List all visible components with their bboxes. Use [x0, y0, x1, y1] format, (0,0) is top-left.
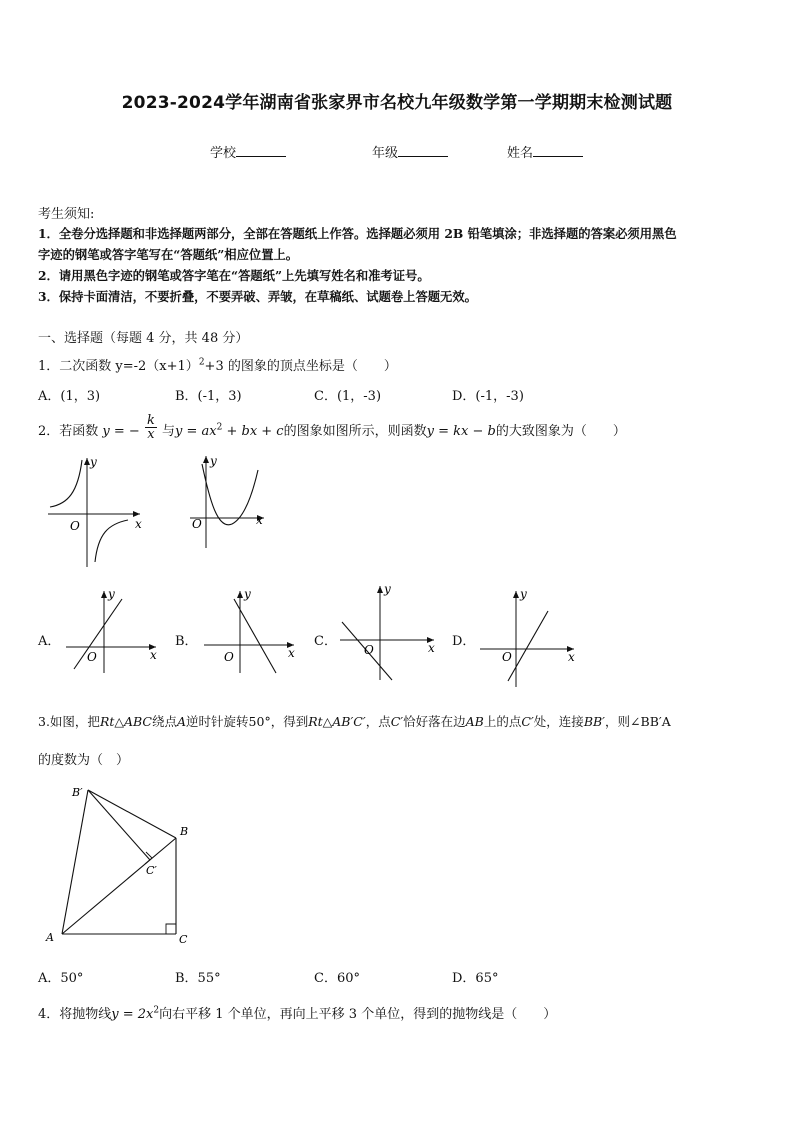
q1-stem	[38, 355, 397, 374]
notice-item1-line1: 1．全卷分选择题和非选择题两部分，全部在答题纸上作答。选择题必须用 2B 铅笔填涂；非选择题的答案必须用黑色	[38, 226, 677, 241]
q3-t6: 上的点	[483, 714, 522, 729]
q2-graph1-branch-right	[95, 520, 128, 562]
q2-option-d[interactable]: D．	[452, 634, 476, 649]
q3-t4: ，点	[365, 714, 391, 729]
q3-tri2: Rt△AB′C′	[308, 714, 366, 729]
grade-blank[interactable]	[398, 144, 448, 157]
q2-fraction	[145, 414, 157, 441]
q3-side-b1c1	[88, 790, 150, 860]
q2-f2-rest: + bx + c	[222, 424, 284, 439]
q1-option-d[interactable]: D．(-1，-3)	[452, 389, 524, 404]
q1-stem-sup: 2	[198, 357, 205, 368]
q2-graph1-x-label: x	[135, 517, 142, 531]
q2-option-b[interactable]: B．	[175, 634, 198, 649]
q2-f1-den: x	[147, 427, 155, 442]
q3-triangle-figure	[40, 780, 200, 950]
q4-sup: 2	[153, 1005, 160, 1016]
q2-f2-sup: 2	[216, 422, 223, 433]
qd-origin: O	[502, 650, 512, 664]
q2-graph1-y-label: y	[90, 455, 97, 469]
q3-seg-ab: AB	[465, 714, 484, 729]
qa-y-label: y	[108, 587, 115, 601]
q3-stem-line1	[38, 712, 671, 730]
q3-side-b1b	[88, 790, 176, 838]
qb-y-label: y	[244, 587, 251, 601]
q3-option-b[interactable]: B．55°	[175, 971, 221, 986]
q2-option-c-graph[interactable]	[336, 582, 440, 682]
q3-t7: 处，连接	[533, 714, 584, 729]
section-heading: 一、选择题（每题 4 分，共 48 分）	[38, 331, 249, 346]
qd-line	[508, 611, 548, 681]
q2-graph2-origin: O	[192, 517, 202, 531]
q2-and: 与	[162, 424, 176, 439]
q2-graph2-y-label: y	[210, 454, 217, 468]
qa-x-label: x	[150, 648, 157, 662]
qb-origin: O	[224, 650, 234, 664]
q3-pt-c: C′	[390, 714, 404, 729]
q3-t5: 恰好落在边	[403, 714, 466, 729]
q1-option-b[interactable]: B．(-1，3)	[175, 389, 242, 404]
q2-option-a-graph[interactable]	[62, 585, 162, 675]
q3-label-b1: B′	[72, 786, 83, 799]
q2-stem	[38, 413, 626, 442]
q2-graph1-origin: O	[70, 519, 80, 533]
q3-t2: 绕点	[152, 714, 178, 729]
qb-x-label: x	[288, 646, 295, 660]
q3-seg-bb: BB′	[583, 714, 606, 729]
q3-label-b: B	[180, 825, 189, 838]
q2-option-d-graph[interactable]	[476, 585, 580, 690]
q2-f2: y = ax	[175, 424, 217, 439]
q2-f3: y = kx − b	[426, 424, 496, 439]
q2-f1-num: k	[146, 413, 155, 428]
q1-option-a[interactable]: A．(1，3)	[38, 389, 101, 404]
school-blank[interactable]	[236, 144, 286, 157]
qa-origin: O	[87, 650, 97, 664]
q3-t3: 逆时针旋转50°，得到	[186, 714, 309, 729]
school-field[interactable]	[210, 142, 286, 161]
qc-y-label: y	[384, 582, 391, 596]
q2-option-b-graph[interactable]	[200, 585, 300, 675]
q3-side-ab	[62, 838, 176, 934]
q2-graph1-branch-left	[50, 460, 82, 507]
q2-f1-lhs: y = −	[102, 424, 140, 439]
notice-item1-line2: 字迹的钢笔或答字笔写在“答题纸”相应位置上。	[38, 247, 299, 262]
q2-mid: 的图象如图所示，则函数	[283, 424, 427, 439]
grade-field[interactable]	[372, 142, 448, 161]
q2-option-a[interactable]: A．	[38, 634, 61, 649]
qd-y-label: y	[520, 587, 527, 601]
qd-y-arrow	[513, 591, 519, 598]
q2-graph2-y-arrow	[203, 456, 209, 463]
grade-label: 年级	[372, 146, 399, 161]
q4-b: 向右平移 1 个单位，再向上平移 3 个单位，得到的抛物线是（ ）	[159, 1007, 557, 1022]
q3-t1: 3.如图，把	[38, 714, 100, 729]
q4-f: y = 2x	[111, 1007, 154, 1022]
q3-side-ab1	[62, 790, 88, 934]
q3-label-c1: C′	[146, 864, 157, 877]
qa-y-arrow	[101, 591, 107, 598]
q2-graph2-x-label: x	[256, 513, 263, 527]
q3-option-c[interactable]: C．60°	[314, 971, 360, 986]
qa-line	[74, 599, 122, 669]
q1-option-c[interactable]: C．(1，-3)	[314, 389, 382, 404]
q2-graph-inverse	[40, 452, 150, 572]
q3-stem-line2: 的度数为（ ）	[38, 753, 130, 768]
q3-pt-a: A	[177, 714, 187, 729]
q3-option-a[interactable]: A．50°	[38, 971, 84, 986]
q2-option-c[interactable]: C．	[314, 634, 337, 649]
q2-num: 2．若函数	[38, 424, 99, 439]
q3-tri1: Rt△ABC	[99, 714, 152, 729]
q2-graph-parabola	[186, 452, 276, 552]
qc-y-arrow	[377, 586, 383, 593]
q3-pt-c2: C′	[521, 714, 534, 729]
q3-option-d[interactable]: D．65°	[452, 971, 499, 986]
q3-label-a: A	[46, 931, 54, 944]
q3-right-angle-c	[166, 924, 176, 934]
name-field[interactable]	[507, 142, 583, 161]
name-label: 姓名	[507, 146, 534, 161]
qd-x-label: x	[568, 650, 575, 664]
school-label: 学校	[210, 146, 237, 161]
page-title: 2023-2024学年湖南省张家界市名校九年级数学第一学期期末检测试题	[121, 93, 673, 113]
name-blank[interactable]	[533, 144, 583, 157]
q2-end: 的大致图象为（ ）	[495, 424, 626, 439]
notice-heading: 考生须知:	[38, 207, 95, 222]
notice-item3: 3．保持卡面清洁，不要折叠，不要弄破、弄皱，在草稿纸、试题卷上答题无效。	[38, 289, 477, 304]
qc-origin: O	[364, 643, 374, 657]
qc-x-label: x	[428, 641, 435, 655]
qb-y-arrow	[237, 591, 243, 598]
notice-item2: 2．请用黑色字迹的钢笔或答字笔在“答题纸”上先填写姓名和准考证号。	[38, 268, 430, 283]
q4-a: 4．将抛物线	[38, 1007, 112, 1022]
q1-stem-b: +3 的图象的顶点坐标是（ ）	[204, 359, 397, 374]
q3-t8: ，则∠BB′A	[605, 714, 671, 729]
q2-graph2-curve	[202, 464, 258, 525]
q3-label-c: C	[179, 933, 188, 946]
q1-stem-a: 1．二次函数 y=-2（x+1）	[38, 359, 199, 374]
q4-stem	[38, 1003, 556, 1022]
